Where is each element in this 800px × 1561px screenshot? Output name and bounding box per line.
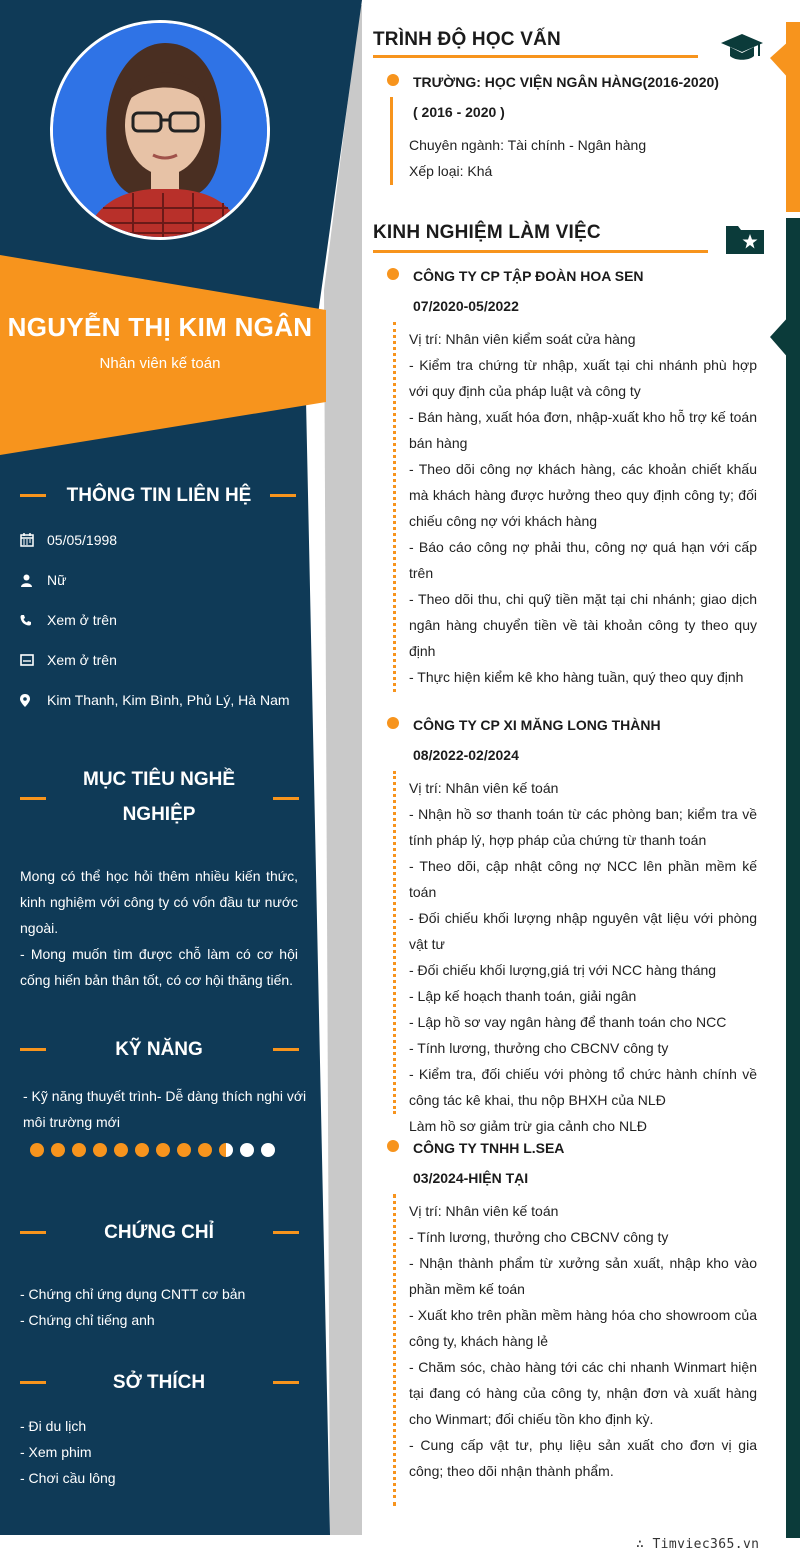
job-line: - Đối chiếu khối lượng nhập nguyên vật liệu với phòng vật tư <box>409 910 757 952</box>
heading-dash-right <box>273 797 299 800</box>
job-line: - Tính lương, thưởng cho CBCNV công ty <box>409 1040 669 1056</box>
skill-dot <box>93 1143 107 1157</box>
education-major: Chuyên ngành: Tài chính - Ngân hàng <box>409 137 647 153</box>
skills-text: - Kỹ năng thuyết trình- Dễ dàng thích nghi với môi trường mới <box>23 1088 307 1130</box>
contact-birthday <box>20 529 310 551</box>
job-details <box>409 775 757 1139</box>
education-bullet <box>387 74 399 86</box>
right-edge-green-arrow <box>770 315 790 360</box>
job-timeline <box>393 1194 396 1506</box>
job-line: - Kiểm tra, đối chiếu với phòng tổ chức hành chính về công tác kê khai, thu nộp BHXH của NLĐ <box>409 1066 757 1108</box>
job-timeline <box>393 322 396 692</box>
job-line: Làm hồ sơ giảm trừ gia cảnh cho NLĐ <box>409 1118 647 1134</box>
candidate-role: Nhân viên kế toán <box>99 355 221 372</box>
job-bullet <box>387 268 399 280</box>
contact-address <box>20 689 310 711</box>
experience-heading-underline <box>373 250 708 253</box>
job-line: - Nhận thành phẩm từ xưởng sản xuất, nhập kho vào phần mềm kế toán <box>409 1255 757 1297</box>
contact-gender <box>20 569 310 591</box>
right-edge-orange-bar <box>786 22 800 212</box>
job-line: - Nhận hồ sơ thanh toán từ các phòng ban; kiểm tra về tính pháp lý, hợp pháp của chứng từ thanh toán <box>409 806 757 848</box>
skills-heading: KỸ NĂNG <box>115 1039 203 1060</box>
calendar-icon <box>20 533 47 547</box>
email-icon <box>20 654 47 666</box>
gender-value: Nữ <box>47 572 67 588</box>
objective-heading-line2: NGHIỆP <box>122 804 196 825</box>
education-timeline <box>390 97 393 185</box>
skill-dot <box>156 1143 170 1157</box>
hobby-item: - Chơi cầu lông <box>20 1470 116 1486</box>
skill-dot <box>177 1143 191 1157</box>
folder-star-icon <box>724 222 766 261</box>
phone-icon <box>20 614 47 626</box>
certificate-item: - Chứng chỉ ứng dụng CNTT cơ bản <box>20 1286 246 1302</box>
skill-dot <box>219 1143 233 1157</box>
job-bullet <box>387 1140 399 1152</box>
job-line: - Bán hàng, xuất hóa đơn, nhập-xuất kho hỗ trợ kế toán bán hàng <box>409 409 757 451</box>
job-line: - Đối chiếu khối lượng,giá trị với NCC hàng tháng <box>409 962 717 978</box>
avatar <box>50 20 270 240</box>
job-line: - Tính lương, thưởng cho CBCNV công ty <box>409 1229 669 1245</box>
job-line: - Xuất kho trên phần mềm hàng hóa cho showroom của công ty, khách hàng lẻ <box>409 1307 757 1349</box>
education-grade: Xếp loại: Khá <box>409 163 493 179</box>
job-details <box>409 1198 757 1484</box>
skill-dot <box>135 1143 149 1157</box>
phone-value: Xem ở trên <box>47 612 117 628</box>
job-line: Vị trí: Nhân viên kiểm soát cửa hàng <box>409 331 636 347</box>
job-line: - Theo dõi công nợ khách hàng, các khoản chiết khấu mà khách hàng được hưởng theo quy định công ty; đối chiếu công nợ với khách hàng <box>409 461 757 529</box>
hobby-item: - Đi du lịch <box>20 1418 87 1434</box>
certificates-list <box>20 1281 305 1333</box>
experience-heading: KINH NGHIỆM LÀM VIỆC <box>373 222 601 243</box>
right-edge-green-bar <box>786 218 800 1538</box>
job-line: Vị trí: Nhân viên kế toán <box>409 780 559 796</box>
birthday-value: 05/05/1998 <box>47 532 118 548</box>
job-period: 03/2024-HIỆN TẠI <box>413 1170 529 1186</box>
job-details <box>409 326 757 690</box>
skill-dot <box>114 1143 128 1157</box>
location-pin-icon <box>20 694 47 707</box>
avatar-portrait <box>53 23 270 240</box>
graduation-cap-icon <box>720 32 764 67</box>
objective-paragraph-1: Mong có thể học hỏi thêm nhiều kiến thức, kinh nghiệm với công ty có vốn đầu tư nước ngoài. <box>20 868 298 936</box>
user-icon <box>20 574 47 587</box>
skill-dot <box>72 1143 86 1157</box>
education-school: TRƯỜNG: HỌC VIỆN NGÂN HÀNG(2016-2020) <box>413 74 719 90</box>
education-years: ( 2016 - 2020 ) <box>413 104 505 120</box>
job-line: - Kiểm tra chứng từ nhập, xuất tại chi nhánh phù hợp với quy định của pháp luật và công ty <box>409 357 757 399</box>
job-line: - Chăm sóc, chào hàng tới các chi nhanh Winmart hiện tại đang có hàng của công ty, nhận đơn và xuất hàng cho Winmart; đối chiếu tồn kho định kỳ. <box>409 1359 757 1427</box>
candidate-name: NGUYỄN THỊ KIM NGÂN <box>7 312 313 342</box>
skill-rating <box>30 1143 275 1157</box>
job-line: - Lập hồ sơ vay ngân hàng để thanh toán cho NCC <box>409 1014 727 1030</box>
job-company: CÔNG TY CP XI MĂNG LONG THÀNH <box>413 717 661 733</box>
skill-dot <box>51 1143 65 1157</box>
skill-dot <box>240 1143 254 1157</box>
email-value: Xem ở trên <box>47 652 117 668</box>
objective-paragraph-2: - Mong muốn tìm được chỗ làm có cơ hội cống hiến bản thân tốt, có cơ hội thăng tiến. <box>20 946 298 988</box>
hobbies-list <box>20 1413 305 1491</box>
job-period: 07/2020-05/2022 <box>413 298 519 314</box>
sidebar-gray-edge <box>324 5 362 1535</box>
job-period: 08/2022-02/2024 <box>413 747 519 763</box>
certificate-item: - Chứng chỉ tiếng anh <box>20 1312 155 1328</box>
skill-dot <box>198 1143 212 1157</box>
job-line: - Thực hiện kiểm kê kho hàng tuần, quý theo quy định <box>409 669 744 685</box>
objective-heading-line1: MỤC TIÊU NGHỀ <box>83 769 235 790</box>
education-heading-underline <box>373 55 698 58</box>
objective-text <box>20 863 298 993</box>
job-line: - Cung cấp vật tư, phụ liệu sản xuất cho đơn vị gia công; theo dõi nhận thành phẩm. <box>409 1437 757 1479</box>
address-value: Kim Thanh, Kim Bình, Phủ Lý, Hà Nam <box>47 692 290 708</box>
job-bullet <box>387 717 399 729</box>
heading-dash-left <box>20 797 46 800</box>
job-line: - Báo cáo công nợ phải thu, công nợ quá hạn với cấp trên <box>409 539 757 581</box>
job-line: - Theo dõi thu, chi quỹ tiền mặt tại chi nhánh; giao dịch ngân hàng chuyển tiền về tài khoản công ty theo quy định <box>409 591 757 659</box>
job-line: - Lập kế hoạch thanh toán, giải ngân <box>409 988 637 1004</box>
skill-dot <box>261 1143 275 1157</box>
education-heading: TRÌNH ĐỘ HỌC VẤN <box>373 29 561 50</box>
hobbies-heading: SỞ THÍCH <box>112 1372 206 1393</box>
job-line: Vị trí: Nhân viên kế toán <box>409 1203 559 1219</box>
hobby-item: - Xem phim <box>20 1444 92 1460</box>
contact-phone <box>20 609 310 631</box>
job-company: CÔNG TY TNHH L.SEA <box>413 1140 565 1156</box>
certificates-heading: CHỨNG CHỈ <box>104 1222 214 1243</box>
job-company: CÔNG TY CP TẬP ĐOÀN HOA SEN <box>413 268 644 284</box>
contact-email <box>20 649 310 671</box>
watermark-footer[interactable]: ∴ Timviec365.vn <box>636 1537 760 1552</box>
education-details <box>409 132 757 184</box>
job-line: - Theo dõi, cập nhật công nợ NCC lên phần mềm kế toán <box>409 858 757 900</box>
skill-dot <box>30 1143 44 1157</box>
contact-heading: THÔNG TIN LIÊN HỆ <box>66 485 252 506</box>
job-timeline <box>393 771 396 1114</box>
